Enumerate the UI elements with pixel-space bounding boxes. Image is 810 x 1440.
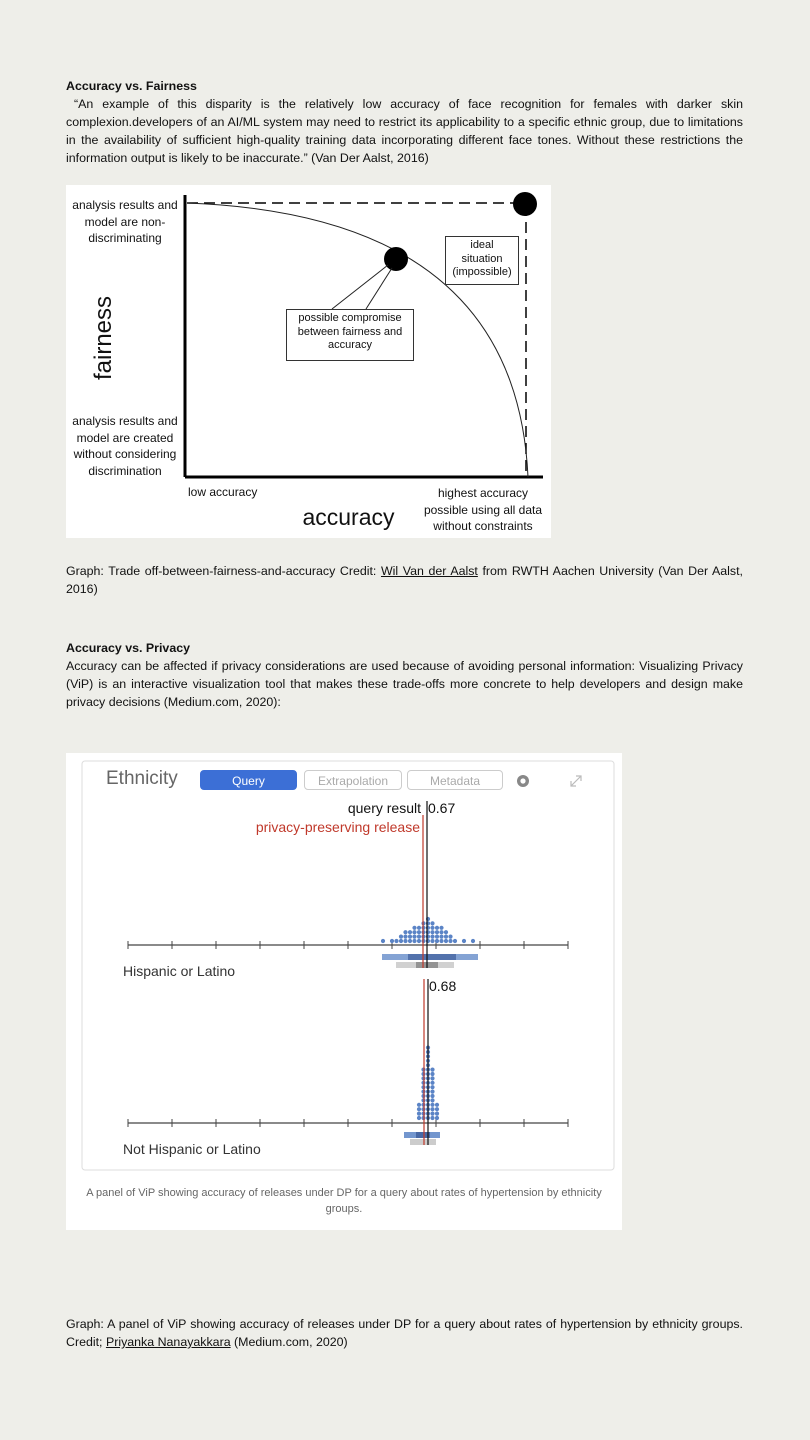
caption1-prefix: Graph: Trade off-between-fairness-and-accuracy Credit:	[66, 564, 381, 578]
sample-dot	[381, 939, 385, 943]
sample-dot	[417, 939, 421, 943]
sample-dot	[417, 930, 421, 934]
query-result-value: 0.67	[428, 800, 456, 816]
sample-dot	[435, 930, 439, 934]
y-top-label: analysis results and model are non-discriminating	[72, 198, 178, 245]
sample-dot	[453, 939, 457, 943]
sample-dot	[403, 939, 407, 943]
section1-heading: Accuracy vs. Fairness	[66, 79, 197, 93]
sample-dot	[394, 939, 398, 943]
x-low-label: low accuracy	[188, 485, 258, 499]
group1-label: Hispanic or Latino	[123, 963, 236, 979]
sample-dot	[435, 1116, 439, 1120]
sample-dot	[435, 1112, 439, 1116]
tab-metadata[interactable]: Metadata	[407, 770, 503, 790]
caption2-link[interactable]: Priyanka Nanayakkara	[105, 1335, 231, 1349]
sample-dot	[435, 935, 439, 939]
caption1-link[interactable]: Wil Van der Aalst	[380, 564, 478, 578]
sample-dot	[417, 1107, 421, 1111]
sample-dot	[417, 1112, 421, 1116]
sample-dot	[399, 939, 403, 943]
sample-dot	[412, 926, 416, 930]
ideal-point	[513, 192, 537, 216]
x-high-label: highest accuracy possible using all data without constraints	[423, 486, 543, 533]
sample-dot	[430, 1103, 434, 1107]
sample-dot	[471, 939, 475, 943]
release-label: privacy-preserving release	[255, 819, 420, 835]
group2-label: Not Hispanic or Latino	[123, 1141, 261, 1157]
sample-dot	[417, 935, 421, 939]
sample-dot	[430, 1098, 434, 1102]
sample-dot	[444, 939, 448, 943]
sample-dot	[430, 939, 434, 943]
sample-dot	[430, 921, 434, 925]
release-band-grey	[410, 1139, 436, 1145]
sample-dot	[435, 939, 439, 943]
sample-dot	[430, 1068, 434, 1072]
y-bottom-label: analysis results and model are created without considering discrimination	[72, 414, 178, 478]
vip-title: Ethnicity	[106, 768, 178, 789]
figure2-caption	[66, 1315, 743, 1351]
sample-dot	[448, 939, 452, 943]
tab-extrapolation[interactable]: Extrapolation	[304, 770, 402, 790]
sample-dot	[444, 930, 448, 934]
expand-icon[interactable]	[571, 776, 581, 786]
caption1-suffix: from RWTH Aachen University (Van Der Aalst, 2016)	[66, 564, 743, 596]
sample-dot	[412, 930, 416, 934]
sample-dot	[430, 1072, 434, 1076]
section2-body: Accuracy can be affected if privacy considerations are used because of avoiding personal information: Visualizing Privacy (ViP) is an interactive visualization tool that makes these trade-offs more concrete to help developers and design make privacy decisions (Medium.com, 2020):	[66, 659, 743, 709]
vip-panel-caption: A panel of ViP showing accuracy of releases under DP for a query about rates of hypertension by ethnicity groups.	[86, 1187, 602, 1215]
fairness-accuracy-figure	[66, 185, 551, 538]
group2-value: 0.68	[429, 978, 457, 994]
ideal-situation-box: ideal situation (impossible)	[445, 236, 519, 285]
figure1-caption	[66, 562, 743, 598]
sample-dot	[417, 1103, 421, 1107]
sample-dot	[430, 1076, 434, 1080]
compromise-point	[384, 247, 408, 271]
sample-dot	[412, 939, 416, 943]
section2-heading: Accuracy vs. Privacy	[66, 641, 190, 655]
sample-dot	[408, 935, 412, 939]
sample-dot	[435, 1103, 439, 1107]
section1-quote: “An example of this disparity is the relatively low accuracy of face recognition for females with darker skin complexion.developers of an AI/ML system may need to restrict its applicability to a specific ethnic group, due to limitations in the availability of sufficient high-quality training data incorporating different face tones. Without these restrictions the information output is likely to be inaccurate.” (Van Der Aalst, 2016)	[66, 97, 743, 165]
sample-dot	[430, 930, 434, 934]
sample-dot	[430, 1107, 434, 1111]
x-axis-title: accuracy	[302, 504, 395, 530]
compromise-box: possible compromise between fairness and accuracy	[286, 309, 414, 361]
sample-dot	[448, 935, 452, 939]
caption2-suffix: (Medium.com, 2020)	[230, 1335, 348, 1349]
sample-dot	[417, 926, 421, 930]
sample-dot	[430, 1081, 434, 1085]
sample-dot	[403, 930, 407, 934]
sample-dot	[435, 1107, 439, 1111]
sample-dot	[390, 939, 394, 943]
sample-dot	[430, 1090, 434, 1094]
sample-dot	[403, 935, 407, 939]
sample-dot	[430, 1085, 434, 1089]
sample-dot	[444, 935, 448, 939]
sample-dot	[412, 935, 416, 939]
sample-dot	[462, 939, 466, 943]
sample-dot	[430, 926, 434, 930]
query-result-label: query result	[347, 800, 421, 816]
sample-dot	[439, 935, 443, 939]
sample-dot	[439, 926, 443, 930]
vip-panel-figure	[66, 753, 622, 1230]
sample-dot	[430, 1116, 434, 1120]
sample-dot	[408, 939, 412, 943]
caption2-prefix: Graph: A panel of ViP showing accuracy of releases under DP for a query about rates of hypertension by ethnicity groups. Credit;	[66, 1317, 743, 1349]
release-band-core	[408, 954, 456, 960]
sample-dot	[417, 1116, 421, 1120]
sample-dot	[430, 935, 434, 939]
sample-dot	[430, 1112, 434, 1116]
sample-dot	[439, 930, 443, 934]
sample-dot	[435, 926, 439, 930]
sample-dot	[408, 930, 412, 934]
y-axis-title: fairness	[90, 295, 117, 381]
tab-query[interactable]: Query	[200, 770, 297, 790]
sample-dot	[439, 939, 443, 943]
sample-dot	[399, 935, 403, 939]
sample-dot	[430, 1094, 434, 1098]
callout-line	[366, 268, 392, 309]
